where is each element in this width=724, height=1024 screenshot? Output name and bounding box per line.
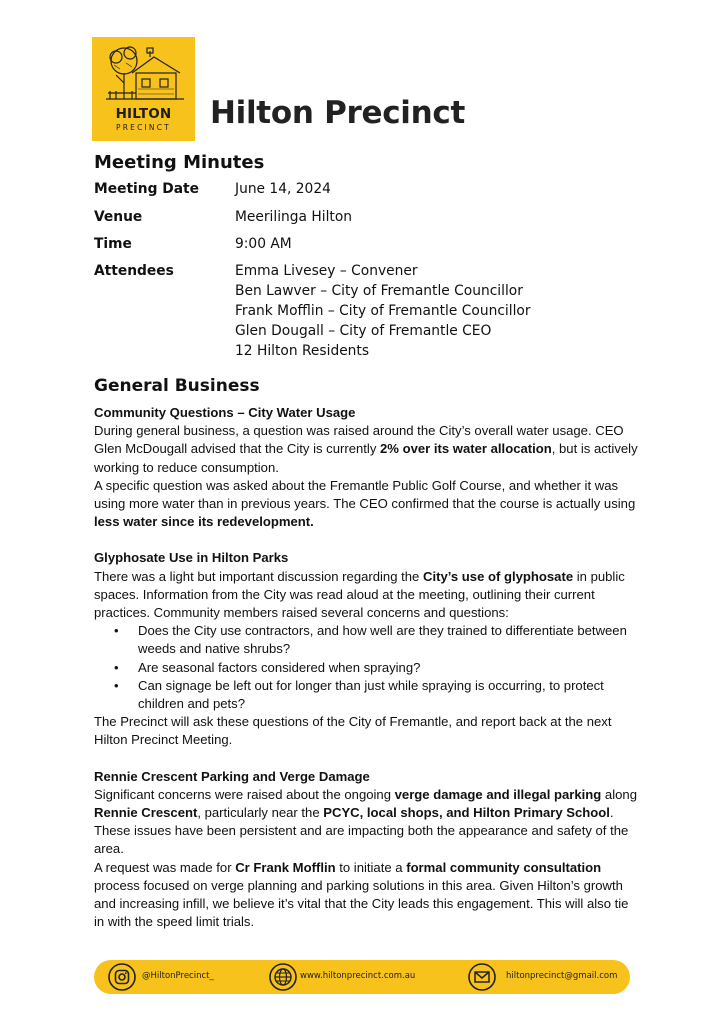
bullet: • bbox=[114, 623, 119, 639]
bold-run: 2% over its water allocation bbox=[380, 441, 552, 457]
logo-name: HILTON bbox=[115, 106, 172, 122]
logo-subtitle: PRECINCT bbox=[116, 123, 171, 132]
text-run: There was a light but important discussion regarding the bbox=[94, 568, 423, 584]
website-link[interactable]: www.hiltonprecinct.com.au bbox=[300, 971, 416, 981]
text-run: along bbox=[601, 786, 637, 802]
time-row bbox=[94, 236, 531, 256]
list-item-text: Does the City use contractors, and how well are they trained to differentiate between weeds and native shrubs? bbox=[138, 623, 627, 657]
precinct-logo bbox=[92, 37, 195, 141]
house-tree-icon bbox=[102, 43, 186, 105]
bold-run: formal community consultation bbox=[406, 859, 602, 875]
bullet: • bbox=[114, 659, 119, 675]
attendee: Frank Mofflin – City of Fremantle Councillor bbox=[235, 303, 531, 319]
meeting-details bbox=[94, 181, 531, 363]
instagram-handle[interactable]: @HiltonPrecinct_ bbox=[142, 971, 214, 981]
rennie-paragraph-1 bbox=[94, 786, 639, 859]
rennie-paragraph-2 bbox=[94, 859, 639, 932]
list-item-text: Can signage be left out for longer than just while spraying is occurring, to protect children and pets? bbox=[138, 677, 604, 712]
rennie-heading: Rennie Crescent Parking and Verge Damage bbox=[94, 768, 370, 784]
questions-list bbox=[94, 622, 639, 713]
venue-row bbox=[94, 209, 531, 229]
time-label: Time bbox=[94, 236, 132, 252]
bold-run: less water since its redevelopment. bbox=[94, 514, 314, 530]
attendees-row bbox=[94, 263, 531, 363]
water-paragraph-2 bbox=[94, 477, 639, 532]
bold-run: City’s use of glyphosate bbox=[422, 568, 574, 584]
text-run: , particularly near the bbox=[197, 805, 324, 821]
section-title: General Business bbox=[94, 376, 260, 396]
bold-run: Rennie Crescent bbox=[94, 805, 198, 821]
glyphosate-paragraph-1 bbox=[94, 568, 639, 623]
water-paragraph-1 bbox=[94, 422, 639, 477]
globe-icon[interactable] bbox=[269, 963, 297, 991]
attendee: Glen Dougall – City of Fremantle CEO bbox=[235, 323, 492, 339]
text-run: in public spaces. Information from the City was read aloud at the meeting, outlining their current practices. Community members raised several concerns and questions: bbox=[94, 568, 625, 621]
attendees-list bbox=[235, 263, 531, 363]
text-run: Significant concerns were raised about the ongoing bbox=[94, 786, 395, 802]
footer-bar bbox=[94, 960, 630, 994]
list-item bbox=[94, 659, 639, 677]
email-link[interactable]: hiltonprecinct@gmail.com bbox=[506, 971, 618, 981]
attendee: Emma Livesey – Convener bbox=[235, 263, 418, 279]
meeting-date-value: June 14, 2024 bbox=[235, 181, 331, 197]
bold-run: PCYC, local shops, and Hilton Primary School bbox=[323, 805, 610, 821]
attendee: Ben Lawver – City of Fremantle Councillor bbox=[235, 283, 523, 299]
meeting-date-row bbox=[94, 181, 531, 201]
bullet: • bbox=[114, 677, 119, 693]
list-item bbox=[94, 677, 639, 713]
glyphosate-heading: Glyphosate Use in Hilton Parks bbox=[94, 550, 289, 566]
time-value: 9:00 AM bbox=[235, 236, 292, 252]
instagram-icon[interactable] bbox=[108, 963, 136, 991]
attendee: 12 Hilton Residents bbox=[235, 343, 370, 359]
list-item-text: Are seasonal factors considered when spraying? bbox=[138, 659, 421, 675]
mail-icon[interactable] bbox=[468, 963, 496, 991]
text-run: During general business, a question was raised around the City’s overall water usage. CEO Glen McDougall advised that the City is currently bbox=[94, 423, 624, 457]
venue-label: Venue bbox=[94, 209, 143, 225]
bold-run: Cr Frank Mofflin bbox=[235, 859, 336, 875]
bold-run: verge damage and illegal parking bbox=[394, 786, 602, 802]
meeting-date-label: Meeting Date bbox=[94, 181, 199, 197]
water-heading: Community Questions – City Water Usage bbox=[94, 405, 356, 420]
document-title: Meeting Minutes bbox=[94, 152, 265, 173]
attendees-label: Attendees bbox=[94, 263, 174, 279]
text-run: to initiate a bbox=[335, 859, 407, 875]
venue-value: Meerilinga Hilton bbox=[235, 209, 353, 225]
text-run: process focused on verge planning and parking solutions in this area. Given Hilton’s growth and increasing infill, we believe it’s vital that the City leads this engagement. This will also tie in with the speed limit trials. bbox=[94, 877, 629, 930]
text-run: A specific question was asked about the Fremantle Public Golf Course, and whether it was using more water than in previous years. The CEO confirmed that the course is actually using bbox=[94, 477, 636, 512]
text-run: , but is actively working to reduce consumption. bbox=[94, 441, 638, 475]
list-item bbox=[94, 622, 639, 658]
glyphosate-paragraph-2: The Precinct will ask these questions of the City of Fremantle, and report back at the next Hilton Precinct Meeting. bbox=[94, 714, 612, 748]
general-business-body bbox=[94, 404, 639, 931]
text-run: A request was made for bbox=[94, 859, 236, 875]
text-run: . These issues have been persistent and are impacting both the appearance and safety of the area. bbox=[94, 805, 629, 857]
brand-title: Hilton Precinct bbox=[210, 95, 465, 131]
